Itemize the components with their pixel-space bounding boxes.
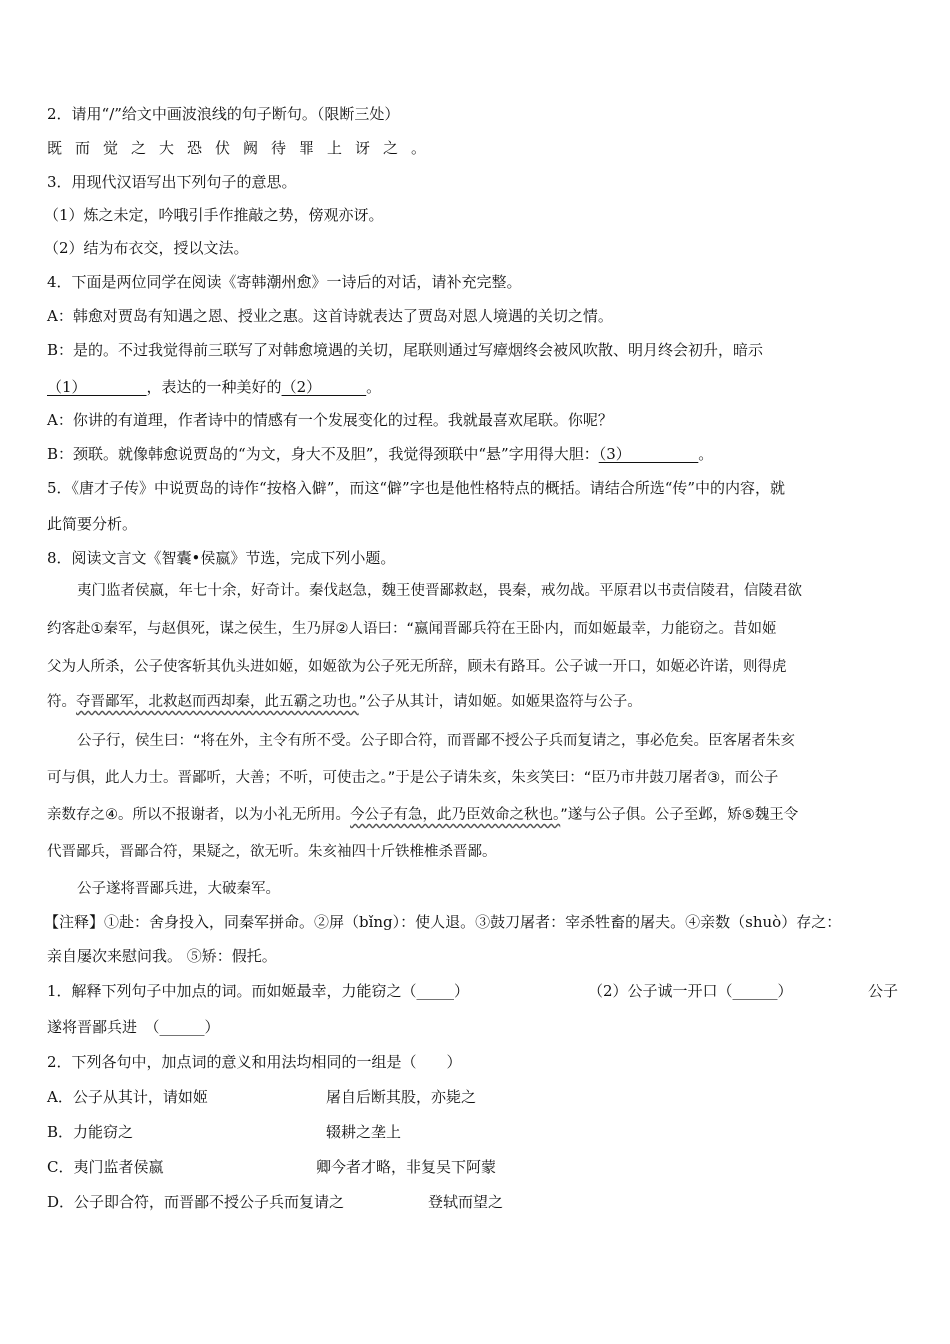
dialogue-b-1-continued	[47, 377, 381, 397]
passage-text: 亲数存之④。所以不报谢者，以为小礼无所用。	[47, 807, 350, 823]
option-a-compare: 屠自后断其股，亦毙之	[326, 1088, 477, 1106]
subquestion-2-prompt: 2．下列各句中，加点词的意义和用法均相同的一组是（ ）	[47, 1053, 462, 1071]
option-b-compare: 辍耕之垄上	[326, 1123, 402, 1141]
question-4-prompt: 4．下面是两位同学在阅读《寄韩潮州愈》一诗后的对话，请补充完整。	[47, 273, 522, 291]
option-d[interactable]: D．公子即合符，而晋鄙不授公子兵而复请之	[47, 1193, 345, 1211]
dialogue-text: ，表达的一种美好的	[146, 378, 282, 396]
dialogue-text: 。	[366, 378, 382, 396]
blank-1[interactable]: （1）________	[47, 378, 147, 396]
option-d-compare: 登轼而望之	[428, 1193, 504, 1211]
dialogue-b-1: B：是的。不过我觉得前三联写了对韩愈境遇的关切，尾联则通过写瘴烟终会被风吹散、明月终会初升，暗示	[47, 341, 764, 359]
passage-p1-line-4	[47, 692, 642, 712]
passage-text: 符。	[47, 694, 76, 710]
dialogue-a-2: A：你讲的有道理，作者诗中的情感有一个发展变化的过程。我就最喜欢尾联。你呢？	[47, 411, 613, 429]
question-3-item-2: （2）结为布衣交，授以文法。	[44, 239, 249, 257]
passage-p2-line-4: 代晋鄙兵，晋鄙合符，果疑之，欲无听。朱亥袖四十斤铁椎椎杀晋鄙。	[47, 844, 497, 860]
passage-p3: 公子遂将晋鄙兵进，大破秦军。	[77, 881, 280, 897]
wavy-sentence-1: 夺晋鄙军，北救赵而西却秦，此五霸之功也。	[76, 694, 359, 710]
wavy-sentence-2: 今公子有急，此乃臣效命之秋也。	[350, 807, 561, 823]
question-5-line-1: 5．《唐才子传》中说贾岛的诗作“按格入僻”，而这“僻”字也是他性格特点的概括。请结合所选“传”中的内容，就	[47, 479, 786, 497]
option-a[interactable]: A．公子从其计，请如姬	[47, 1088, 208, 1106]
subquestion-1-part-1: 1．解释下列句子中加点的词。而如姬最幸，力能窃之（_____）	[47, 982, 470, 1000]
passage-p2-line-2: 可与俱，此人力士。晋鄙听，大善；不听，可使击之。”于是公子请朱亥，朱亥笑曰：“臣乃市井鼓刀屠者③，而公子	[47, 770, 779, 786]
option-b[interactable]: B．力能窃之	[47, 1123, 134, 1141]
dialogue-a-1: A：韩愈对贾岛有知遇之恩、授业之惠。这首诗就表达了贾岛对恩人境遇的关切之情。	[47, 307, 613, 325]
option-c[interactable]: C．夷门监者侯嬴	[47, 1158, 164, 1176]
dialogue-text: 。	[698, 445, 714, 463]
annotation-line-1: 【注释】①赴：舍身投入，同秦军拼命。②屏（bǐng）：使人退。③鼓刀屠者：宰杀牲畜的屠夫。④亲数（shuò）存之：	[44, 913, 842, 931]
subquestion-1-part-2: （2）公子诚一开口（______）	[588, 982, 793, 1000]
passage-p1-line-3: 父为人所杀，公子使客斩其仇头进如姬，如姬欲为公子死无所辞，顾未有路耳。公子诚一开口，如姬必许诺，则得虎	[47, 659, 787, 675]
dialogue-b-2	[47, 444, 713, 464]
question-2-sentence: 既而觉之大恐伏阙待罪上讶之。	[47, 139, 440, 157]
annotation-line-2: 亲自屡次来慰问我。 ⑤矫：假托。	[47, 947, 277, 965]
passage-p1-line-1: 夷门监者侯嬴，年七十余，好奇计。秦伐赵急，魏王使晋鄙救赵，畏秦，戒勿战。平原君以书责信陵君，信陵君欲	[77, 583, 802, 599]
passage-p2-line-3	[47, 805, 798, 825]
subquestion-1-part-3: 公子	[868, 982, 899, 1000]
question-2-prompt: 2．请用“/”给文中画波浪线的句子断句。（限断三处）	[47, 105, 400, 123]
question-5-line-2: 此简要分析。	[47, 515, 138, 533]
question-3-item-1: （1）炼之未定，吟哦引手作推敲之势，傍观亦讶。	[44, 206, 384, 224]
passage-text: ”公子从其计，请如姬。如姬果盗符与公子。	[358, 694, 642, 710]
passage-p2-line-1: 公子行，侯生曰：“将在外，主令有所不受。公子即合符，而晋鄙不授公子兵而复请之，事必危矣。臣客屠者朱亥	[77, 733, 796, 749]
option-c-compare: 卿今者才略，非复吴下阿蒙	[316, 1158, 497, 1176]
dialogue-text: B：颈联。就像韩愈说贾岛的“为文，身大不及胆”，我觉得颈联中“悬”字用得大胆：	[47, 445, 599, 463]
passage-p1-line-2: 约客赴①秦军，与赵俱死，谋之侯生，生乃屏②人语曰：“嬴闻晋鄙兵符在王卧内，而如姬最幸，力能窃之。昔如姬	[47, 621, 777, 637]
question-8-prompt: 8．阅读文言文《智囊•侯嬴》节选，完成下列小题。	[47, 549, 396, 567]
subquestion-1-line-2: 遂将晋鄙兵进 （______）	[47, 1018, 220, 1036]
question-3-prompt: 3．用现代汉语写出下列句子的意思。	[47, 173, 297, 191]
blank-3[interactable]: （3）_________	[598, 445, 699, 463]
passage-text: ”遂与公子俱。公子至邺，矫⑤魏王令	[560, 807, 799, 823]
blank-2[interactable]: （2）______	[281, 378, 367, 396]
